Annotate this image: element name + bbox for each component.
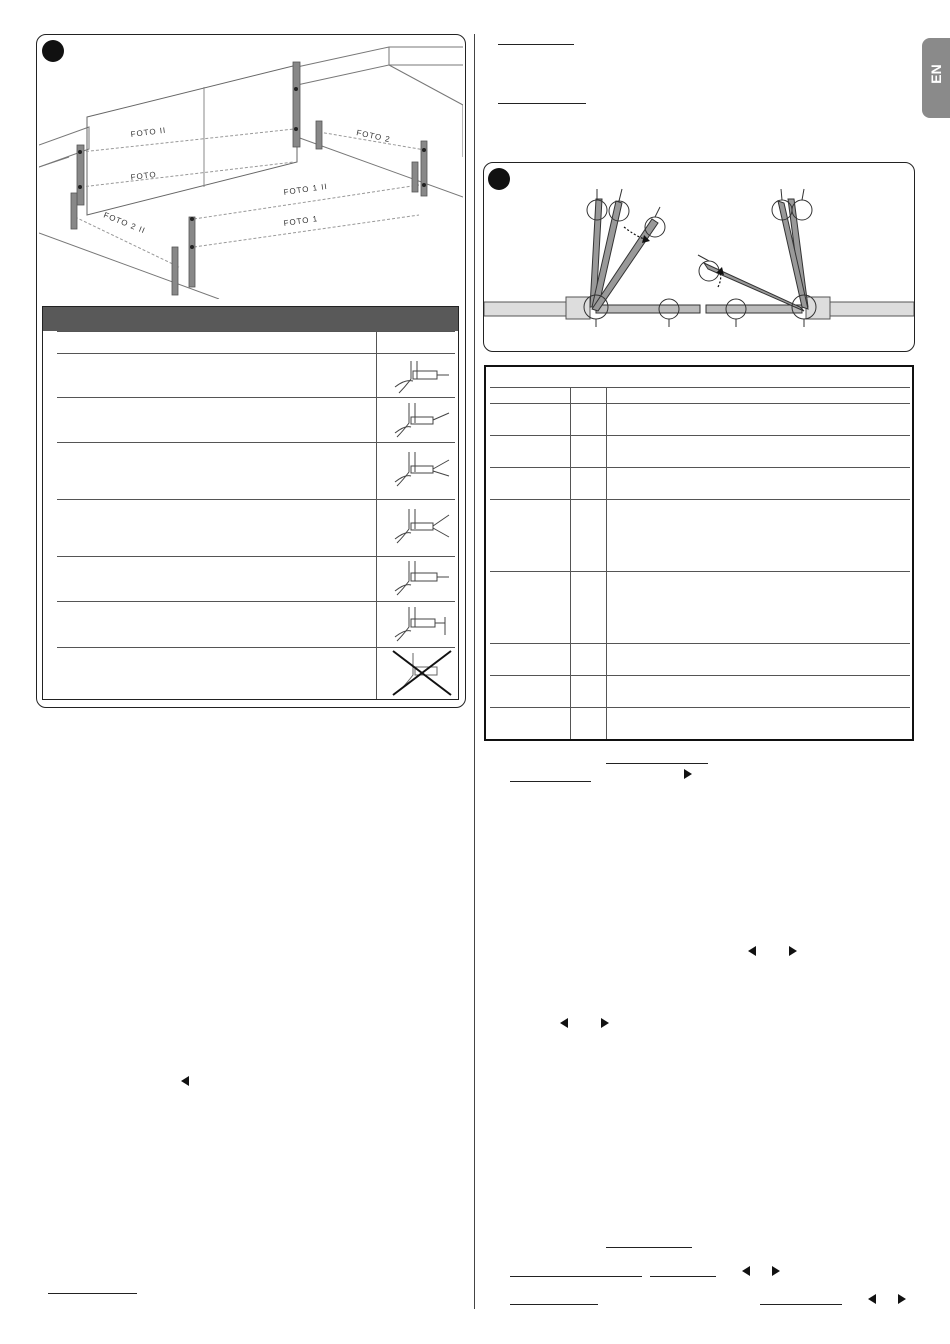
arrow-left-icon (748, 946, 756, 956)
figure-1-badge (42, 40, 64, 62)
table-row (57, 499, 455, 500)
photocell-table (42, 306, 459, 700)
table-row (490, 403, 910, 404)
table-row (57, 601, 455, 602)
link-underline (498, 103, 586, 104)
photocell-table-header (43, 307, 458, 331)
table-row (490, 643, 910, 644)
link-underline (760, 1304, 842, 1305)
table-row (490, 707, 910, 708)
arrow-right-icon (601, 1018, 609, 1028)
beam-label-foto-ii: FOTO II (130, 125, 167, 139)
arrow-right-icon (772, 1266, 780, 1276)
link-underline (650, 1276, 716, 1277)
table-row (57, 331, 455, 332)
photocell-icon (391, 507, 453, 547)
arrow-right-icon (684, 769, 692, 779)
photocell-icon (391, 401, 453, 441)
beam-label-foto-1-ii: FOTO 1 II (283, 181, 329, 197)
table-divider (606, 387, 607, 739)
gate-leaf-diagram (484, 163, 914, 351)
table-row (57, 442, 455, 443)
table-divider (570, 387, 571, 739)
beam-label-foto: FOTO (130, 169, 158, 182)
settings-table (484, 365, 914, 741)
table-row (57, 397, 455, 398)
table-row (57, 556, 455, 557)
beam-label-foto-2: FOTO 2 (355, 128, 392, 145)
beam-label-foto-1: FOTO 1 (283, 214, 319, 228)
link-underline (606, 1247, 692, 1248)
table-row (57, 353, 455, 354)
table-row (490, 467, 910, 468)
table-divider (376, 331, 377, 699)
arrow-left-icon (742, 1266, 750, 1276)
column-divider (474, 34, 475, 1309)
arrow-left-icon (181, 1076, 189, 1086)
link-underline (498, 44, 574, 45)
table-row (490, 571, 910, 572)
photocell-layout-illustration (39, 37, 463, 299)
arrow-right-icon (898, 1294, 906, 1304)
link-underline (510, 1276, 642, 1277)
arrow-left-icon (560, 1018, 568, 1028)
table-row (490, 675, 910, 676)
link-underline (510, 781, 591, 782)
arrow-right-icon (789, 946, 797, 956)
table-row (490, 499, 910, 500)
language-tab-label: EN (928, 64, 944, 84)
photocell-icon (391, 450, 453, 490)
figure-2 (483, 162, 915, 352)
language-tab (922, 38, 950, 118)
photocell-icon (391, 357, 453, 397)
cross-icon (391, 649, 453, 697)
beam-label-foto-2-ii: FOTO 2 II (102, 210, 147, 236)
table-row (57, 647, 455, 648)
photocell-icon (391, 605, 453, 645)
link-underline (606, 763, 708, 764)
arrow-left-icon (868, 1294, 876, 1304)
table-row (490, 435, 910, 436)
link-underline (510, 1304, 598, 1305)
figure-2-badge (488, 168, 510, 190)
photocell-icon (391, 559, 453, 599)
link-underline (48, 1293, 137, 1294)
table-row (490, 387, 910, 388)
